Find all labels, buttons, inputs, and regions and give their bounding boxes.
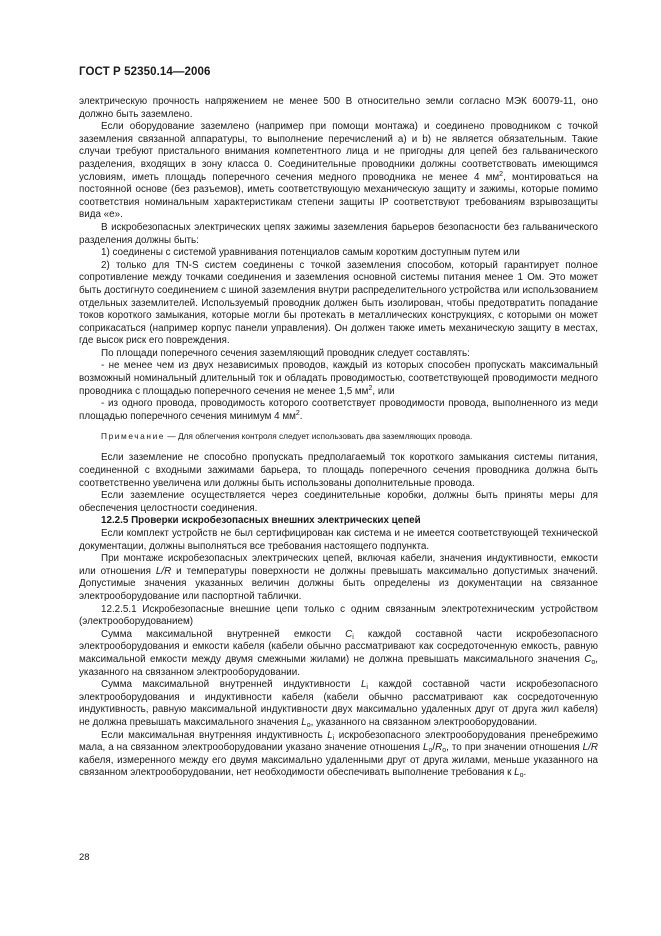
paragraph: Сумма максимальной внутренней индуктивности $L_i$ каждой составной части искробезопасного электрооборудования и индуктивности кабеля (кабели обычно рассматривают как сосредоточенную индуктивность, равную максимальной индуктивности двух максимально удаленных друг от друга жил кабеля) не должна превышать максимального значения $L_o$, указанного на связанном электрооборудовании. — [79, 679, 598, 729]
paragraph: электрическую прочность напряжением не менее 500 В относительно земли согласно МЭК 60079-11, оно должно быть заземлено. — [79, 96, 598, 120]
paragraph: Если заземление не способно пропускать предполагаемый ток короткого замыкания системы питания, соединенной с входными зажимами барьера, то площадь поперечного сечения проводника должна быть соответственно увеличена или должны быть использованы дополнительные провода. — [79, 452, 598, 489]
section-heading: 12.2.5 Проверки искробезопасных внешних электрических цепей — [101, 515, 421, 527]
list-item: - не менее чем из двух независимых проводов, каждый из которых способен пропускать максимальный возможный номинальный длительный ток и обладать проводимостью, соответствующей проводимости медного проводника с площадью поперечного сечения не менее 1,5 $мм^2$, или — [79, 360, 598, 397]
note: Примечание — Для облегчения контроля следует использовать два заземляющих провода. — [101, 431, 473, 442]
note-label: Примечание — [101, 431, 166, 442]
paragraph: Если заземление осуществляется через соединительные коробки, должны быть приняты меры для обеспечения целостности соединения. — [79, 490, 598, 514]
list-item: 1) соединены с системой уравнивания потенциалов самым коротким доступным путем или — [101, 247, 520, 259]
paragraph: Сумма максимальной внутренней емкости $C_i$ каждой составной части искробезопасного электрооборудования и емкости кабеля (кабели обычно рассматривают как сосредоточенную емкость, равную максимальной емкости между двумя смежными жилами) не должна превышать максимального значения $C_o$, указанного на связанном электрооборудовании. — [79, 628, 598, 678]
page-number: 28 — [79, 852, 90, 863]
subsection-heading: 12.2.5.1 Искробезопасные внешние цепи только с одним связанным электротехническим устройством (электрооборудованием) — [79, 603, 598, 628]
paragraph: При монтаже искробезопасных электрических цепей, включая кабели, значения индуктивности, емкости или отношения L/R и температуры поверхности не должны превышать максимально допустимых значений. Допустимые значения указанных величин должны быть определены из документации на связанное электрооборудование или паспортной таблички. — [79, 553, 598, 602]
document-header: ГОСТ Р 52350.14—2006 — [79, 66, 211, 78]
list-item: - из одного провода, проводимость которого соответствует проводимости провода, выполненного из меди площадью поперечного сечения минимум 4 $мм^2$. — [79, 398, 598, 422]
document-body — [79, 96, 598, 780]
paragraph: Если оборудование заземлено (например при помощи монтажа) и соединено проводником с точкой заземления связанной аппаратуры, то выполнение перечислений a) и b) не является обязательным. Такие случаи требуют пристального внимания компетентного лица и не пригодны для цепей без гальванического разделения, входящих в зону класса 0. Соединительные проводники должны соответствовать имеющимся условиям, иметь площадь поперечного сечения медного проводника не менее 4 $мм^2$, монтироваться на постоянной основе (без разъемов), иметь соответствующую механическую защиту и зажимы, которые помимо соответствия номинальным характеристикам степени защиты IP соответствуют требованиям взрывозащиты вида «е». — [79, 121, 598, 221]
paragraph: Если максимальная внутренняя индуктивность $L_i$ искробезопасного электрооборудования пренебрежимо мала, а на связанном электрооборудовании указано значение отношения $L_o/R_o$, то при значении отношения L/R кабеля, измеренного между его двумя максимально удаленными друг от друга жилами, меньше указанного на связанном электрооборудовании, нет необходимости обеспечивать выполнение требования к $L_o$. — [79, 729, 598, 780]
paragraph: По площади поперечного сечения заземляющий проводник следует составлять: — [101, 347, 470, 359]
paragraph: В искробезопасных электрических цепях зажимы заземления барьеров безопасности без гальванического разделения должны быть: — [79, 221, 598, 246]
paragraph: Если комплект устройств не был сертифицирован как система и не имеется соответствующей технической документации, должны выполняться все требования настоящего подпункта. — [79, 528, 598, 552]
list-item: 2) только для TN-S систем соединены с точкой заземления способом, который гарантирует полное сопротивление между точками соединения и заземления основной системы питания менее 1 Ом. Это может быть достигнуто соединением с шиной заземления внутри распределительного устройства или использованием отдельных заземлителей. Используемый проводник должен быть изолирован, чтобы предотвратить попадание токов короткого замыкания, которые могли бы протекать в металлических конструкциях, с которыми он может соприкасаться (например корпус панели управления). Он должен также иметь механическую защиту в местах, где высок риск его повреждения. — [79, 259, 598, 347]
